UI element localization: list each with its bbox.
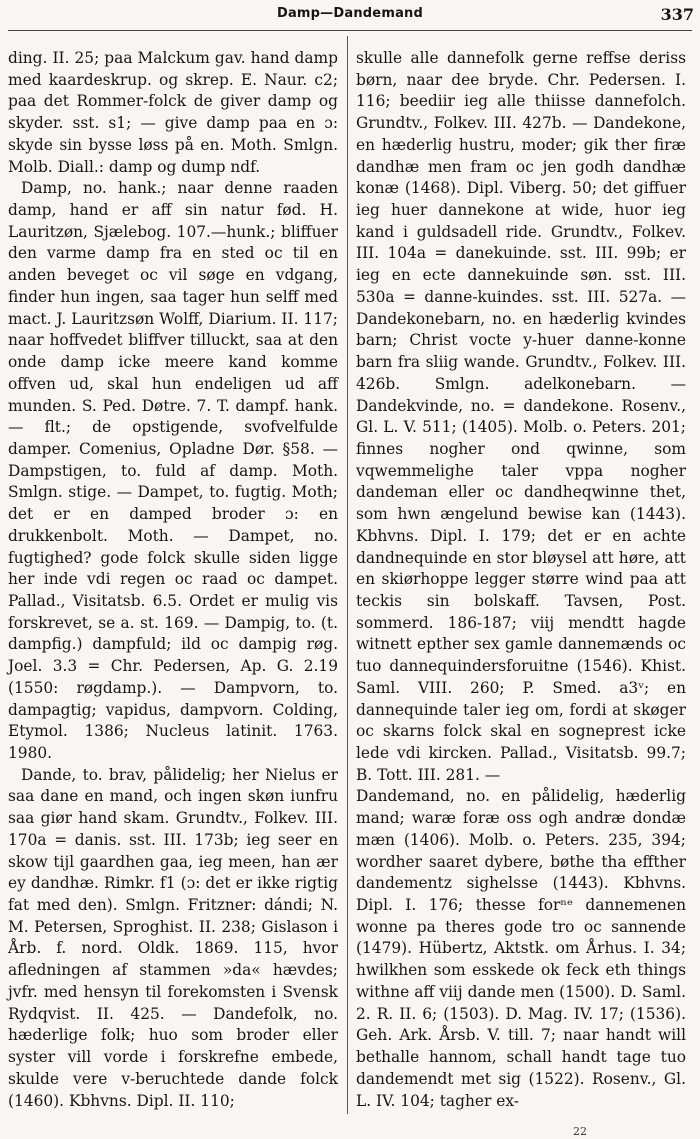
page-title: Damp—Dandemand [276,6,424,21]
left-column [8,48,338,1112]
header-rule [8,30,692,31]
paragraph: Dandemand, no. en pålidelig, hæderlig mand; waræ foræ oss ogh andræ dondæ mæn (1406). Molb. o. Peters. 235, 394; wordher saaret dybere, bøthe tha effther dandementz sighelsse (1443). Kbhvns. Dipl. I. 176; thesse forⁿᵉ dannemenen wonne pa theres gode tro oc sannende (1479). Hübertz, Aktstk. om Århus. I. 34; hwilkhen som esskede ok feck eth things withne aff viij dande men (1500). D. Saml. 2. R. II. 6; (1503). D. Mag. IV. 17; (1536). Geh. Ark. Årsb. V. till. 7; naar handt will bethalle hannom, schall handt tage tuo dandemendt met sig (1522). Rosenv., Gl. L. IV. 104; tagher ex- [356,787,686,1110]
running-head [0,6,700,28]
right-column [356,48,686,1112]
paragraph: skulle alle dannefolk gerne reffse deriss børn, naar dee bryde. Chr. Pedersen. I. 116; beediir ieg alle thiisse dannefolch. Grundtv., Folkev. III. 427b. — Dandekone, en hæderlig hustru, moder; gik ther firæ dandhæ men fram oc jen godh dandhæ konæ (1468). Dipl. Viberg. 50; det giffuer ieg huer dannekone at wide, huor ieg kand i guldsadell ride. Grundtv., Folkev. III. 104a = danekuinde. sst. III. 99b; er ieg en ecte dannekuinde søn. sst. III. 530a = danne-kuindes. sst. III. 527a. — Dandekonebarn, no. en hæderlig kvindes barn; Christ vocte y-huer danne-konne barn fra sliig wande. Grundtv., Folkev. III. 426b. Smlgn. adelkonebarn. — Dandekvinde, no. = dandekone. Rosenv., Gl. L. V. 511; (1405). Molb. o. Peters. 201; finnes nogher ond qwinne, som vqwemmelighe taler vppa nogher dandeman eller oc dandheqwinne thet, som hwn ængelund bewise kan (1443). Kbhvns. Dipl. I. 179; det er en achte dandnequinde en stor bløysel att høre, att en skiørhoppe legger større wind paa att teckis sin bolskaff. Tavsen, Post. sommerd. 186-187; viij mendtt hagde witnett epther sex gamle dannemænds oc tuo dannequindersforuitne (1546). Khist. Saml. VIII. 260; P. Smed. a3ᵛ; en dannequinde taler ieg om, fordi at skøger oc skarns folck skal en sogneprest icke lede vdi kircken. Pallad., Visitatsb. 99.7; B. Tott. III. 281. — [356,49,686,784]
signature-mark: 22 [573,1125,587,1138]
paragraph: ding. II. 25; paa Malckum gav. hand damp med kaardeskrup. og skrep. E. Naur. c2; paa det Rommer-folck de giver damp og skyder. sst. s1; — give damp paa en ɔ: skyde sin bysse løss på en. Moth. Smlgn. Molb. Diall.: damp og dump ndf. [8,49,338,176]
paragraph: Damp, no. hank.; naar denne raaden damp, hand er aff sin natur fød. H. Lauritzøn, Sjælebog. 107.—hunk.; bliffuer den varme damp fra en sted oc til en anden beveget oc vil søge en vdgang, finder hun ingen, saa tager hun selff med mact. J. Lauritzsøn Wolff, Diarium. II. 117; naar hoffvedet bliffver tilluckt, saa at den onde damp icke meere kand komme offven ud, skal hun endeligen ud aff munden. S. Ped. Døtre. 7. T. dampf. hank. — flt.; de opstigende, svofvelfulde damper. Comenius, Opladne Dør. §58. — Dampstigen, to. fuld af damp. Moth. Smlgn. stige. — Dampet, to. fugtig. Moth; det er en damped broder ɔ: en drukkenbolt. Moth. — Dampet, no. fugtighed? gode folck skulle siden ligge her inde vdi regen oc raad oc dampet. Pallad., Visitatsb. 6.5. Ordet er mulig vis forskrevet, se a. st. 169. — Dampig, to. (t. dampfig.) dampfuld; ild oc dampig røg. Joel. 3.3 = Chr. Pedersen, Ap. G. 2.19 (1550: røgdamp.). — Dampvorn, to. dampagtig; vapidus, dampvorn. Colding, Etymol. 1386; Nucleus latinit. 1763. 1980. [8,179,338,762]
paragraph: Dande, to. brav, pålidelig; her Nielus er saa dane en mand, och ingen skøn iunfru saa giør hand skam. Grundtv., Folkev. III. 170a = danis. sst. III. 173b; ieg seer en skow tijl gaardhen gaa, ieg meen, han ær ey dandhæ. Rimkr. f1 (ɔ: det er ikke rigtig fat med den). Smlgn. Fritzner: dándi; N. M. Petersen, Sproghist. II. 238; Gislason i Årb. f. nord. Oldk. 1869. 115, hvor afledningen af stammen »da« hævdes; jvfr. med hensyn til forekomsten i Svensk Rydqvist. II. 425. — Dandefolk, no. hæderlige folk; huo som broder eller syster vill vorde i forskrefne embede, skulde vere v-beruchtede dande folck (1460). Kbhvns. Dipl. II. 110; [8,765,338,1110]
page-number: 337 [660,5,694,24]
column-divider [347,36,348,1114]
